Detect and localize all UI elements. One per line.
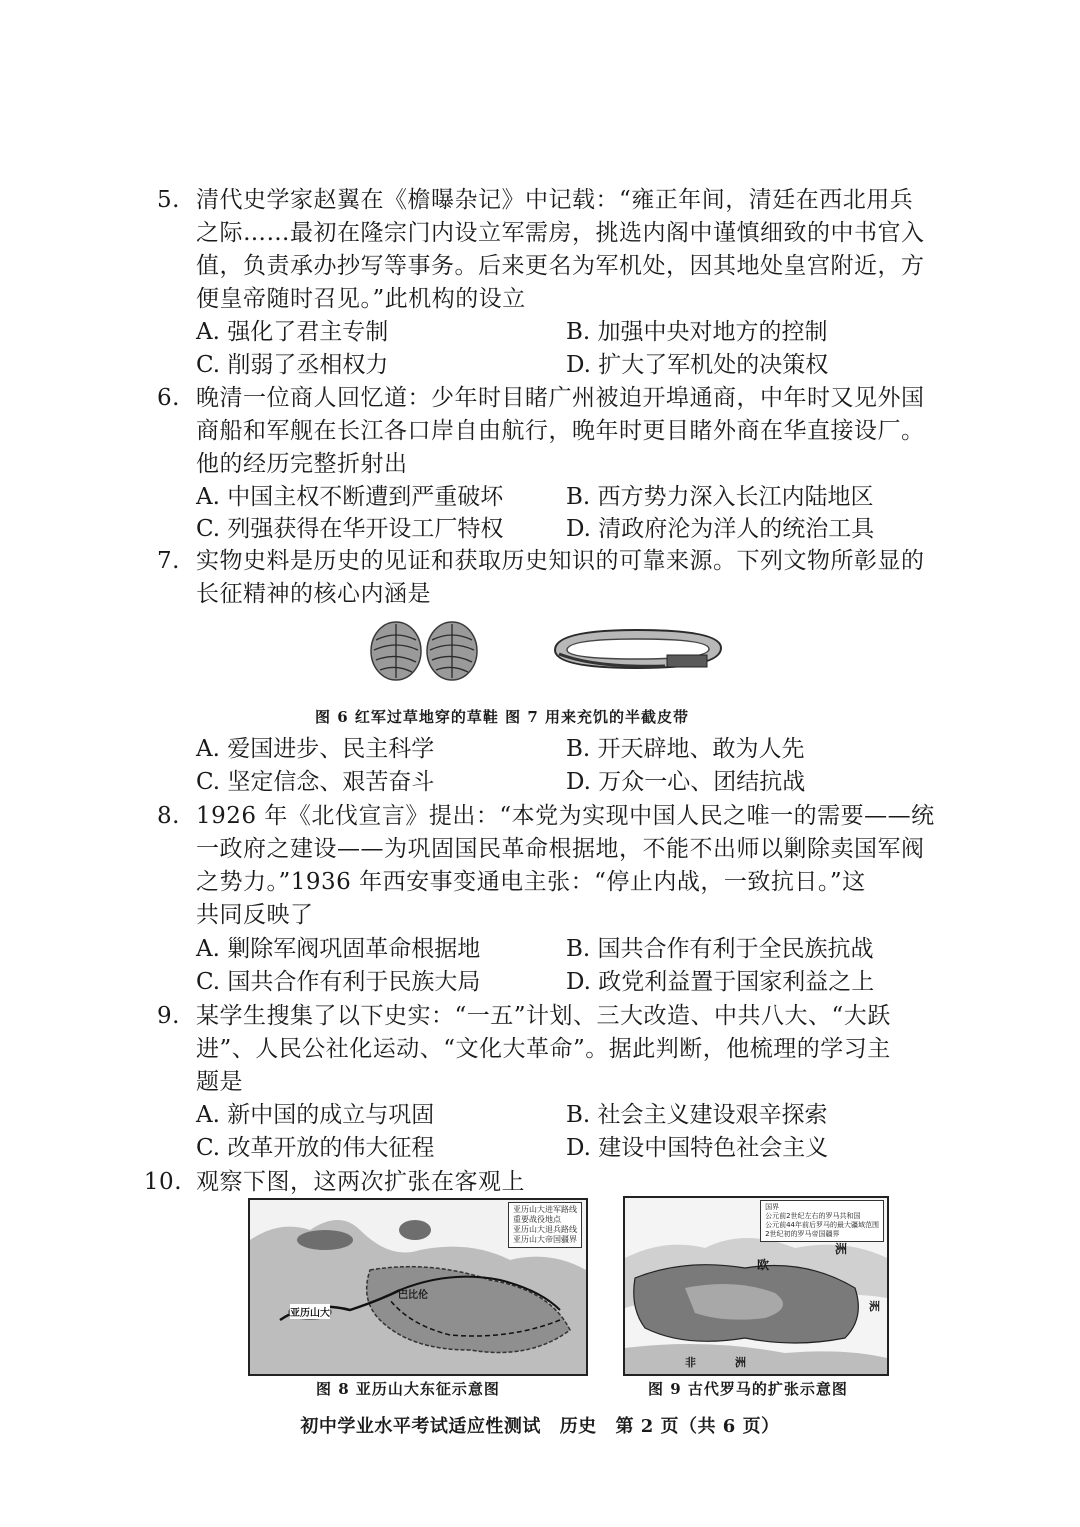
- question-stem-line: 1926 年《北伐宣言》提出：“本党为实现中国人民之唯一的需要——统: [196, 803, 935, 829]
- legend-item: 亚历山大进军路线: [513, 1205, 577, 1214]
- question-number: 10.: [143, 1169, 182, 1195]
- map-label: 巴比伦: [398, 1290, 428, 1301]
- map-label: 洲: [735, 1356, 746, 1369]
- option-a[interactable]: A. 新中国的成立与巩固: [196, 1102, 435, 1128]
- legend-item: 2世纪初的罗马帝国疆界: [765, 1230, 840, 1238]
- question-stem-line: 观察下图，这两次扩张在客观上: [196, 1169, 525, 1195]
- question-stem-line: 值，负责承办抄写等事务。后来更名为军机处，因其地处皇宫附近，方: [196, 253, 925, 279]
- option-a[interactable]: A. 强化了君主专制: [196, 319, 389, 345]
- map-label: 非: [685, 1356, 696, 1369]
- option-d[interactable]: D. 建设中国特色社会主义: [566, 1135, 829, 1161]
- question-stem-line: 之势力。”1936 年西安事变通电主张：“停止内战，一致抗日。”这: [196, 869, 866, 895]
- figure-caption: 图 9 古代罗马的扩张示意图: [648, 1380, 848, 1398]
- option-c[interactable]: C. 改革开放的伟大征程: [196, 1135, 435, 1161]
- map-legend: [508, 1202, 582, 1248]
- map-label: 亚历山大: [290, 1304, 330, 1319]
- legend-item: 公元前2世纪左右的罗马共和国: [765, 1212, 861, 1220]
- option-d[interactable]: D. 清政府沦为洋人的统治工具: [566, 516, 875, 542]
- option-b[interactable]: B. 开天辟地、敢为人先: [566, 736, 805, 762]
- alexander-campaign-map: [248, 1198, 588, 1376]
- legend-item: 重要战役地点: [513, 1215, 561, 1224]
- map-label: 洲: [869, 1300, 880, 1313]
- option-d[interactable]: D. 万众一心、团结抗战: [566, 769, 806, 795]
- question-stem-line: 商船和军舰在长江各口岸自由航行，晚年时更目睹外商在华直接设厂。: [196, 418, 925, 444]
- option-a[interactable]: A. 中国主权不断遭到严重破坏: [196, 484, 504, 510]
- legend-item: 国界: [765, 1203, 780, 1211]
- map-label: 洲: [835, 1242, 848, 1256]
- option-b[interactable]: B. 国共合作有利于全民族抗战: [566, 936, 874, 962]
- question-number: 7.: [157, 548, 180, 574]
- map-legend: [760, 1200, 884, 1242]
- question-number: 9.: [157, 1003, 180, 1029]
- question-stem-line: 长征精神的核心内涵是: [196, 581, 431, 607]
- question-stem-line: 题是: [196, 1069, 243, 1095]
- option-c[interactable]: C. 列强获得在华开设工厂特权: [196, 516, 504, 542]
- page-number: 第 2 页（共 6 页）: [615, 1416, 780, 1437]
- question-stem-line: 清代史学家赵翼在《檐曝杂记》中记载：“雍正年间，清廷在西北用兵: [196, 187, 914, 213]
- option-b[interactable]: B. 加强中央对地方的控制: [566, 319, 828, 345]
- question-stem-line: 共同反映了: [196, 902, 314, 928]
- figure-caption: 图 8 亚历山大东征示意图: [316, 1380, 500, 1398]
- figure-caption: 图 6 红军过草地穿的草鞋 图 7 用来充饥的半截皮带: [315, 708, 689, 726]
- straw-sandals-image: [360, 616, 490, 686]
- legend-item: 亚历山大帝国疆界: [513, 1235, 577, 1244]
- roman-expansion-map: [623, 1196, 889, 1376]
- option-a[interactable]: A. 爱国进步、民主科学: [196, 736, 435, 762]
- question-stem-line: 实物史料是历史的见证和获取历史知识的可靠来源。下列文物所彰显的: [196, 548, 925, 574]
- question-stem-line: 进”、人民公社化运动、“文化大革命”。据此判断，他梳理的学习主: [196, 1036, 891, 1062]
- exam-title: 初中学业水平考试适应性测试: [300, 1416, 541, 1437]
- option-c[interactable]: C. 坚定信念、艰苦奋斗: [196, 769, 435, 795]
- map-label: 欧: [757, 1258, 770, 1272]
- question-stem-line: 晚清一位商人回忆道：少年时目睹广州被迫开埠通商，中年时又见外国: [196, 385, 925, 411]
- legend-item: 亚历山大退兵路线: [513, 1225, 577, 1234]
- option-b[interactable]: B. 社会主义建设艰辛探索: [566, 1102, 828, 1128]
- option-a[interactable]: A. 剿除军阀巩固革命根据地: [196, 936, 481, 962]
- question-stem-line: 他的经历完整折射出: [196, 451, 408, 477]
- leather-belt-image: [545, 622, 730, 678]
- page-footer: [0, 1412, 1080, 1438]
- subject-name: 历史: [559, 1416, 597, 1437]
- question-number: 5.: [157, 187, 180, 213]
- option-d[interactable]: D. 政党利益置于国家利益之上: [566, 969, 875, 995]
- legend-item: 公元前44年前后罗马的最大疆域范围: [765, 1221, 879, 1229]
- question-stem-line: 某学生搜集了以下史实：“一五”计划、三大改造、中共八大、“大跃: [196, 1003, 891, 1029]
- question-stem-line: 之际……最初在隆宗门内设立军需房，挑选内阁中谨慎细致的中书官入: [196, 220, 925, 246]
- question-stem-line: 一政府之建设——为巩固国民革命根据地，不能不出师以剿除卖国军阀: [196, 836, 925, 862]
- question-number: 6.: [157, 385, 180, 411]
- option-c[interactable]: C. 国共合作有利于民族大局: [196, 969, 481, 995]
- option-d[interactable]: D. 扩大了军机处的决策权: [566, 352, 829, 378]
- question-number: 8.: [157, 803, 180, 829]
- option-c[interactable]: C. 削弱了丞相权力: [196, 352, 389, 378]
- option-b[interactable]: B. 西方势力深入长江内陆地区: [566, 484, 874, 510]
- question-stem-line: 便皇帝随时召见。”此机构的设立: [196, 286, 526, 312]
